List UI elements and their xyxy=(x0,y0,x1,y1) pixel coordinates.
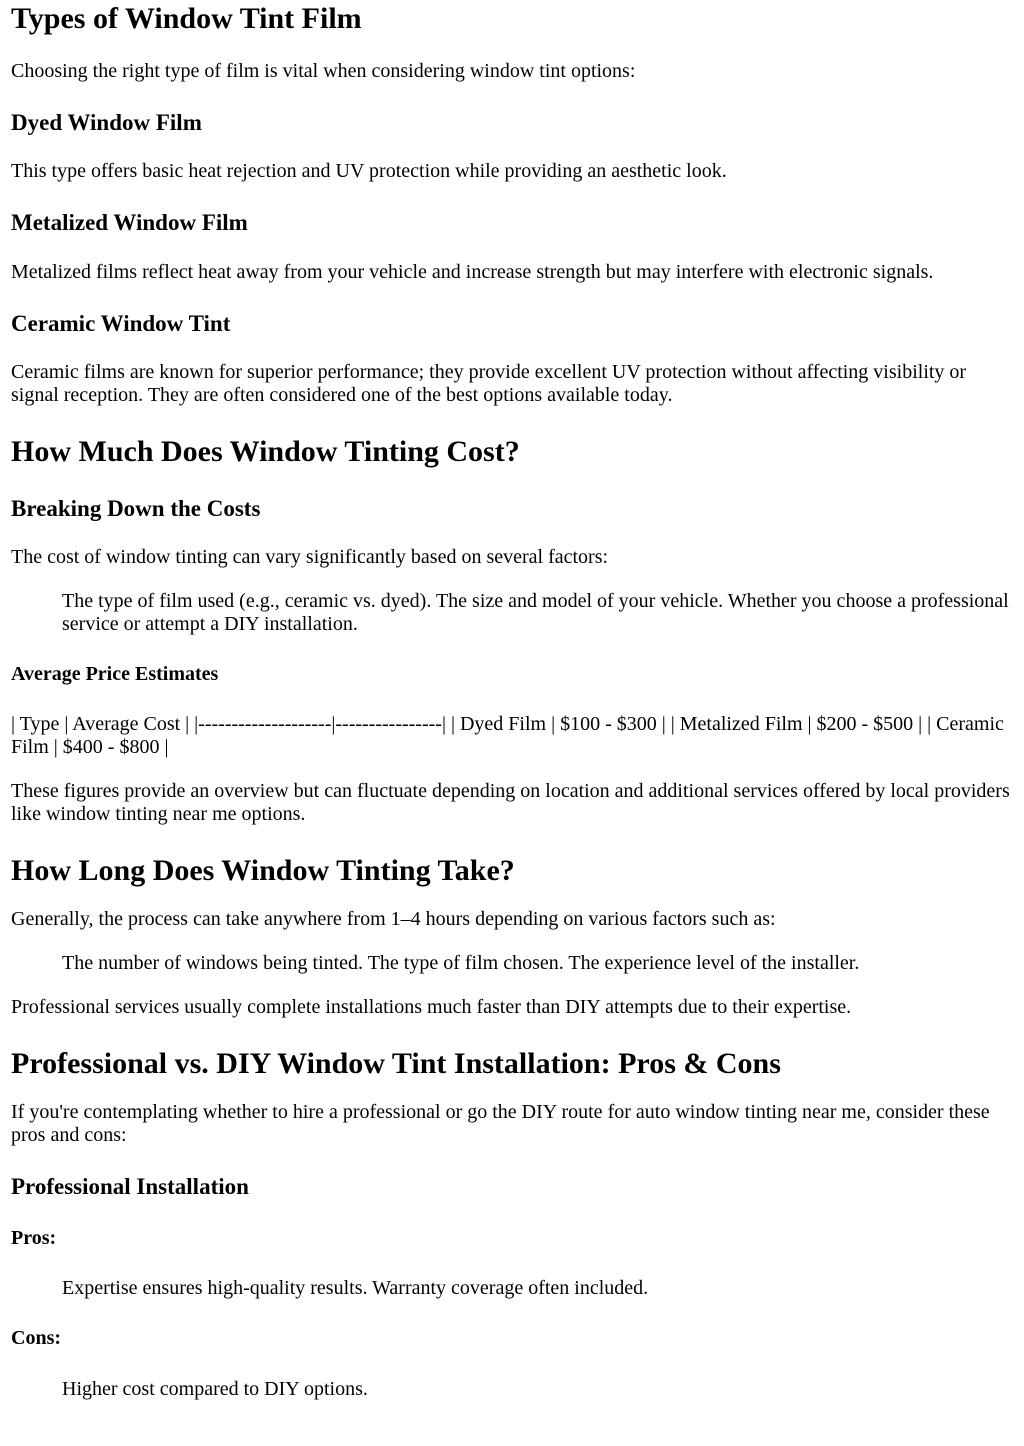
time-note: Professional services usually complete installations much faster than DIY attempts due to their expertise. xyxy=(11,996,852,1018)
breaking-down-costs-heading: Breaking Down the Costs xyxy=(11,496,261,521)
dyed-film-text: This type offers basic heat rejection and UV protection while providing an aesthetic look. xyxy=(11,160,727,182)
metalized-film-heading: Metalized Window Film xyxy=(11,210,248,235)
cons-label: Cons: xyxy=(11,1327,62,1349)
time-factors: The number of windows being tinted. The type of film chosen. The experience level of the installer. xyxy=(62,952,860,974)
cost-note: These figures provide an overview but can fluctuate depending on location and additional services offered by local providers like window tinting near me options. xyxy=(11,780,1010,825)
pros-label: Pros: xyxy=(11,1227,57,1249)
cost-heading: How Much Does Window Tinting Cost? xyxy=(11,435,520,468)
pro-vs-diy-intro: If you're contemplating whether to hire a professional or go the DIY route for auto window tinting near me, consider these pros and cons: xyxy=(11,1101,990,1146)
types-intro: Choosing the right type of film is vital when considering window tint options: xyxy=(11,60,636,82)
time-heading: How Long Does Window Tinting Take? xyxy=(11,854,515,887)
price-table-text: | Type | Average Cost | |--------------------|----------------| | Dyed Film | $100 - $300 | | Metalized Film | $200 - $500 | | Ceramic Film | $400 - $800 | xyxy=(11,713,1004,758)
cost-factors: The type of film used (e.g., ceramic vs. dyed). The size and model of your vehicle. Whether you choose a professional service or attempt a DIY installation. xyxy=(62,590,1009,635)
ceramic-tint-text: Ceramic films are known for superior performance; they provide excellent UV protection without affecting visibility or signal reception. They are often considered one of the best options available today. xyxy=(11,361,967,406)
ceramic-tint-heading: Ceramic Window Tint xyxy=(11,311,231,336)
price-estimates-heading: Average Price Estimates xyxy=(11,663,219,685)
dyed-film-heading: Dyed Window Film xyxy=(11,110,202,135)
professional-installation-heading: Professional Installation xyxy=(11,1174,249,1199)
metalized-film-text: Metalized films reflect heat away from your vehicle and increase strength but may interfere with electronic signals. xyxy=(11,261,934,283)
time-intro: Generally, the process can take anywhere from 1–4 hours depending on various factors such as: xyxy=(11,908,776,930)
cons-text: Higher cost compared to DIY options. xyxy=(62,1378,368,1400)
cost-intro: The cost of window tinting can vary significantly based on several factors: xyxy=(11,546,609,568)
pro-vs-diy-heading: Professional vs. DIY Window Tint Installation: Pros & Cons xyxy=(11,1047,781,1080)
types-heading: Types of Window Tint Film xyxy=(11,2,362,35)
pros-text: Expertise ensures high-quality results. Warranty coverage often included. xyxy=(62,1277,649,1299)
